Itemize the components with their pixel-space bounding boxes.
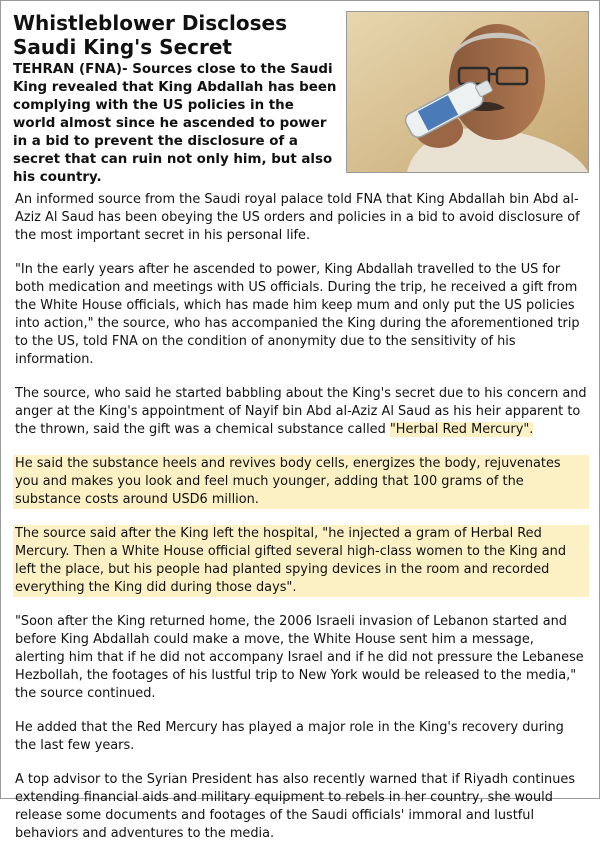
paragraph-text: The source, who said he started babbling about the King's secret due to his concern and anger at the King's appointment of Nayif bin Abd al-Aziz Al Saud as his heir apparent to the thrown, said the gift was a chemical substance called	[15, 386, 587, 437]
article-body	[13, 191, 589, 859]
article-paragraph: He added that the Red Mercury has played a major role in the King's recovery during the last few years.	[15, 720, 564, 753]
highlighted-paragraph: He said the substance heels and revives body cells, energizes the body, rejuvenates you and makes you look and feel much younger, adding that 100 grams of the substance costs around USD6 million.	[13, 455, 589, 509]
article-paragraph: "Soon after the King returned home, the 2006 Israeli invasion of Lebanon started and before King Abdallah could make a move, the White House sent him a message, alerting him that if he did not accompany Israel and if he did not pressure the Lebanese Hezbollah, the footages of his lustful trip to New York would be released to the media," the source continued.	[15, 614, 584, 701]
article-paragraph: An informed source from the Saudi royal palace told FNA that King Abdallah bin Abd al-Aziz Al Saud has been obeying the US orders and policies in a bid to avoid disclosure of the most important secret in his personal life.	[15, 192, 580, 243]
article-paragraph	[13, 385, 589, 439]
highlighted-paragraph: The source said after the King left the hospital, "he injected a gram of Herbal Red Mercury. Then a White House official gifted several high-class women to the King and left the place, but his people had planted spying devices in the room and recorded everything the King did during those days".	[13, 525, 589, 597]
article-paragraph: A top advisor to the Syrian President has also recently warned that if Riyadh continues extending financial aids and military equipment to rebels in her country, she would release some documents and footages of the Saudi officials' immoral and lustful behaviors and adventures to the media.	[15, 772, 576, 841]
article-paragraph: "In the early years after he ascended to power, King Abdallah travelled to the US for both medication and meetings with US officials. During the trip, he received a gift from the White House officials, which has made him keep mum and only put the US policies into action," the source, who has accompanied the King during the aforementioned trip to the US, told FNA on the condition of anonymity due to the sensitivity of his information.	[15, 262, 580, 367]
man-drinking-photo	[347, 12, 588, 172]
article-headline: Whistleblower Discloses Saudi King's Secret	[13, 11, 288, 59]
highlighted-text: "Herbal Red Mercury".	[389, 422, 534, 437]
article-lead: TEHRAN (FNA)- Sources close to the Saudi King revealed that King Abdallah has been complying with the US policies in the world almost since he ascended to power in a bid to prevent the disclosure of a secret that can ruin not only him, but also his country.	[13, 62, 337, 185]
article-photo	[346, 11, 589, 173]
